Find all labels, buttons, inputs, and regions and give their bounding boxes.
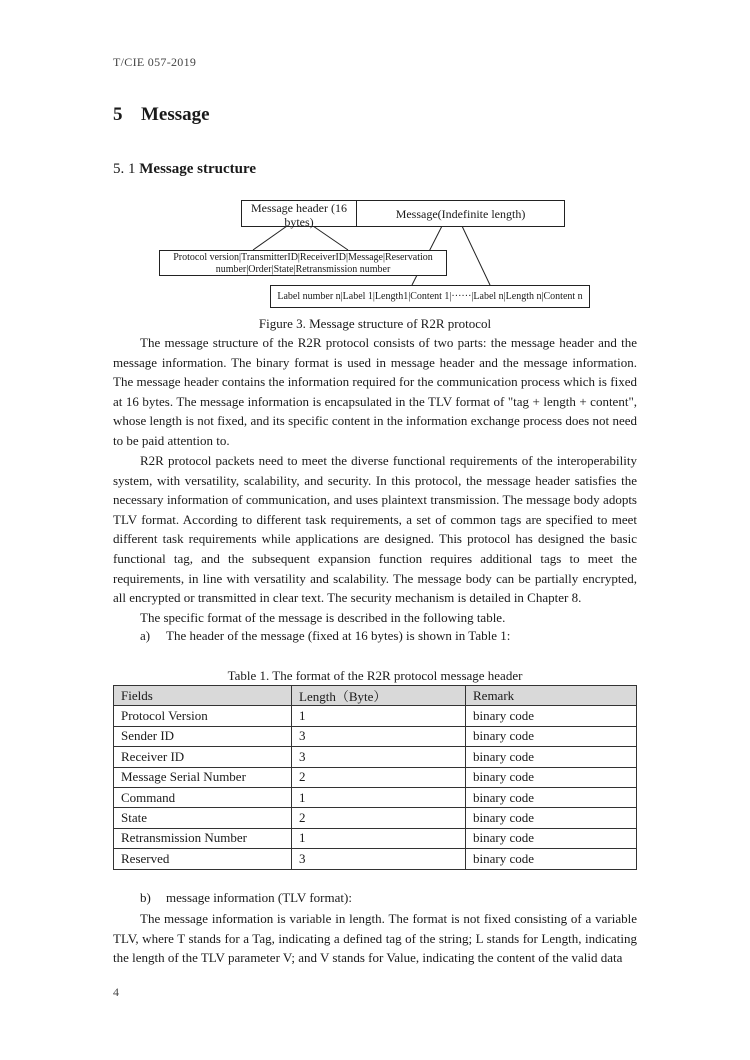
paragraph-1-text: The message structure of the R2R protocol consists of two parts: the message header and the message information. The binary format is used in message header and the message information. The message header contains the information required for the communication process which is fixed at 16 bytes. The message information is encapsulated in the TLV format of "tag + length + content", whose length is not fixed, and its specific content in the information exchange process does not need to be paid attention to. <box>113 335 637 448</box>
table-cell: binary code <box>466 828 637 848</box>
table-cell: 1 <box>292 828 466 848</box>
paragraph-4 <box>113 909 637 968</box>
table-cell: Protocol Version <box>114 706 292 726</box>
table-caption: Table 1. The format of the R2R protocol message header <box>227 668 523 683</box>
list-item-b-text: message information (TLV format): <box>166 890 352 905</box>
subsection-title: Message structure <box>139 161 257 177</box>
section-number: 5 <box>113 104 123 125</box>
table-cell: Retransmission Number <box>114 828 292 848</box>
table-cell: Message Serial Number <box>114 767 292 787</box>
paragraph-3 <box>113 608 637 628</box>
table-cell: Receiver ID <box>114 747 292 767</box>
table-cell: 3 <box>292 849 466 869</box>
table-cell: Sender ID <box>114 726 292 746</box>
figure-caption: Figure 3. Message structure of R2R protocol <box>258 316 492 331</box>
message-header-box: Message header (16 bytes) <box>241 200 357 227</box>
subsection-number: 5. 1 <box>113 161 136 177</box>
table-cell: binary code <box>466 706 637 726</box>
header-fields-box: Protocol version|TransmitterID|ReceiverID|Message|Reservation number|Order|State|Retransmission number <box>159 250 447 276</box>
table-cell: binary code <box>466 849 637 869</box>
table-header-cell: Length（Byte） <box>292 686 466 706</box>
table-row <box>114 726 637 746</box>
table-row <box>114 787 637 807</box>
table-cell: binary code <box>466 808 637 828</box>
table-cell: 2 <box>292 767 466 787</box>
paragraph-2 <box>113 451 637 608</box>
list-item-b-mark: b) <box>140 890 151 905</box>
table-cell: 2 <box>292 808 466 828</box>
message-body-box: Message(Indefinite length) <box>356 200 565 227</box>
table-cell: 1 <box>292 787 466 807</box>
page-number: 4 <box>113 985 119 999</box>
table-cell: Command <box>114 787 292 807</box>
list-item-a-mark: a) <box>140 628 151 643</box>
section-title: Message <box>141 104 210 125</box>
paragraph-2-text: R2R protocol packets need to meet the diverse functional requirements of the interoperability system, with versatility, scalability, and security. In this protocol, the message header satisfies the necessary information of communication, and uses plaintext transmission. The message body adopts TLV format. According to different task requirements, a set of common tags are specified to meet different task requirements while applications are designed. This protocol has designed the basic functional tag, and the subsequent expansion function requires additional tags to meet the requirements, in line with versatility and scalability. The message body can be partially encrypted, all encrypted or transmitted in clear text. The security mechanism is detailed in Chapter 8. <box>113 453 637 606</box>
document-code: T/CIE 057-2019 <box>113 55 197 69</box>
table-header-cell: Remark <box>466 686 637 706</box>
table-cell: binary code <box>466 747 637 767</box>
table-header-row <box>114 686 637 706</box>
table-cell: binary code <box>466 767 637 787</box>
table-cell: binary code <box>466 726 637 746</box>
paragraph-1 <box>113 333 637 451</box>
table-cell: 1 <box>292 706 466 726</box>
table-row <box>114 767 637 787</box>
table-cell: binary code <box>466 787 637 807</box>
paragraph-4-text: The message information is variable in length. The format is not fixed consisting of a variable TLV, where T stands for a Tag, indicating a defined tag of the string; L stands for Length, indicating the length of the TLV parameter V; and V stands for Value, indicating the content of the valid data <box>113 911 637 966</box>
table-cell: 3 <box>292 726 466 746</box>
list-item-a <box>140 628 510 644</box>
table-cell: State <box>114 808 292 828</box>
table-row <box>114 706 637 726</box>
table-header-cell: Fields <box>114 686 292 706</box>
table-row <box>114 828 637 848</box>
table-cell: Reserved <box>114 849 292 869</box>
list-item-b <box>140 890 352 906</box>
paragraph-3-text: The specific format of the message is described in the following table. <box>140 610 506 625</box>
message-header-table <box>113 685 637 870</box>
list-item-a-text: The header of the message (fixed at 16 bytes) is shown in Table 1: <box>166 628 511 643</box>
tlv-fields-box: Label number n|Label 1|Length1|Content 1|······|Label n|Length n|Content n <box>270 285 590 308</box>
table-row <box>114 808 637 828</box>
table-row <box>114 849 637 869</box>
table-row <box>114 747 637 767</box>
table-cell: 3 <box>292 747 466 767</box>
